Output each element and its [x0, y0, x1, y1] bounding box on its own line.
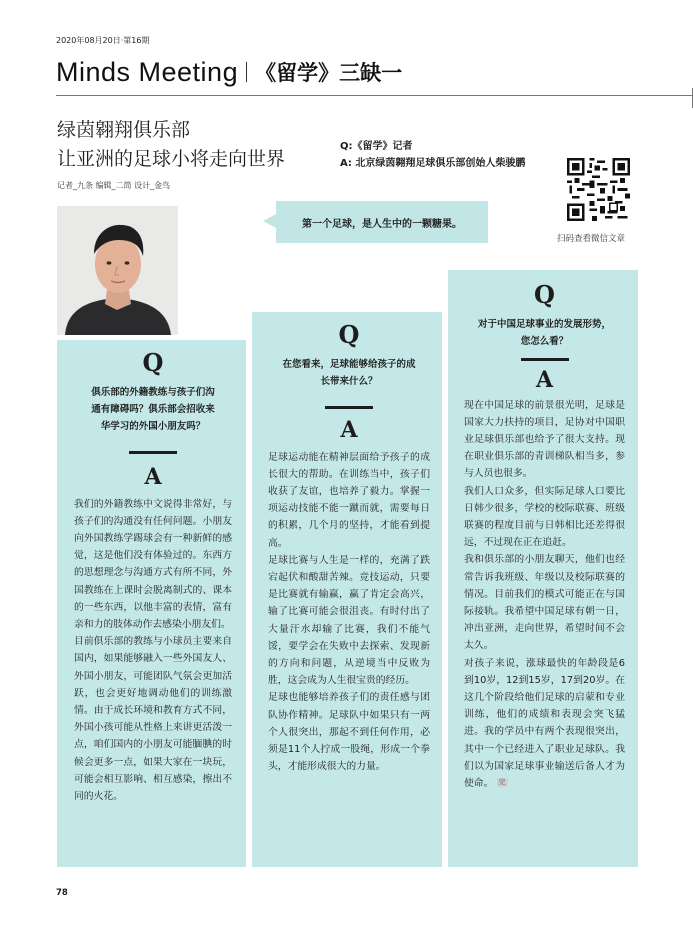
qa-divider — [325, 406, 373, 409]
page-number: 78 — [56, 888, 68, 898]
headline-line-2: 让亚洲的足球小将走向世界 — [57, 148, 286, 170]
answer-paragraph: 足球比赛与人生是一样的，充满了跌宕起伏和酸甜苦辣。竞技运动，只要是比赛就有输赢，赢了肯定会高兴，输了比赛可能会很沮丧。有时付出了大量汗水却输了比赛，我们不能气馁，要学会在失败中去探索、发现新的方向和问题，从逆境当中反败为胜，这会成为人生很宝贵的经历。 — [268, 554, 430, 687]
portrait-image — [57, 206, 178, 335]
qa-intro-interviewer: Q:《留学》记者 — [340, 141, 413, 152]
question-text: 在您看来，足球能够给孩子的成长带来什么？ — [282, 359, 416, 387]
question-mark-letter: Q — [338, 320, 360, 349]
qr-code-image[interactable] — [567, 158, 630, 221]
end-of-article-mark: 完 — [498, 778, 506, 787]
answer-mark-letter: A — [144, 463, 162, 490]
answer-paragraph: 目前俱乐部的教练与小球员主要来自国内，如果能够融入一些外国友人、外国小朋友，可能团队气氛会更加活跃，也会更好地调动他们的训练激情。由于成长环境和教育方式不同，外国小孩可能从性格上来讲更活泼一点，咱们国内的小朋友可能腼腆的时候会更多一点，如果大家在一块玩，可能会相互影响、相互感染，擦出不同的火花。 — [74, 636, 232, 802]
answer-paragraph-text: 对孩子来说，涨球最快的年龄段是6到10岁，12到15岁，17到20岁。在这几个阶段给他们足球的启蒙和专业训练，他们的成绩和表现会突飞猛进。我的学员中有两个表现很突出，其中一个已经进入了职业足球队。我们以为国家足球事业输送后备人才为使命。 — [464, 657, 625, 789]
question-text: 对于中国足球事业的发展形势，您怎么看？ — [478, 319, 612, 347]
answer-paragraph: 我和俱乐部的小朋友聊天，他们也经常告诉我班级、年级以及校际联赛的情况。目前我们的模式可能正在与国际接轨。我希望中国足球有朝一日，冲出亚洲，走向世界，希望时间不会太久。 — [464, 554, 625, 652]
qa-column-1 — [57, 340, 246, 867]
answer-paragraph: 足球也能够培养孩子们的责任感与团队协作精神。足球队中如果只有一两个人很突出，那起不到任何作用，必须是11个人拧成一股绳，形成一个拳头，才能形成很大的力量。 — [268, 692, 430, 773]
callout-pointer — [263, 214, 276, 228]
answer-mark-letter: A — [535, 366, 554, 393]
question-text: 俱乐部的外籍教练与孩子们沟通有障碍吗？俱乐部会招收来华学习的外国小朋友吗？ — [91, 387, 215, 432]
qr-caption: 扫码查看微信文章 — [557, 234, 626, 244]
answer-paragraph: 足球运动能在精神层面给予孩子的成长很大的帮助。在训练当中，孩子们收获了友谊，也培养了毅力。掌握一项运动技能不能一蹴而就，需要每日的积累，几个月的坚持，才能看到提高。 — [268, 451, 430, 549]
qa-column-2 — [252, 312, 442, 867]
header-rule — [56, 95, 693, 96]
question-mark-letter: Q — [534, 280, 555, 309]
qa-divider — [129, 451, 177, 454]
answer-mark-letter: A — [340, 416, 358, 443]
article-credits: 记者_九条 编辑_二筒 设计_金鸟 — [57, 181, 171, 190]
header-divider — [246, 62, 247, 82]
qa-divider — [521, 358, 569, 361]
issue-date-line: 2020年08月20日·第16期 — [56, 36, 150, 45]
answer-paragraph — [464, 655, 625, 793]
pull-quote: 第一个足球，是人生中的一颗糖果。 — [276, 201, 488, 243]
qa-intro-interviewee: A: 北京绿茵翱翔足球俱乐部创始人柴骏鹏 — [340, 158, 526, 169]
interviewee-portrait — [57, 206, 178, 335]
answer-paragraph: 现在中国足球的前景很光明，足球是国家大力扶持的项目，足协对中国职业足球俱乐部也给予了很大支持。现在职业俱乐部的青训梯队相当多，参与人员也很多。 — [464, 399, 625, 480]
column-title: 《留学》三缺一 — [255, 61, 403, 85]
column-header — [56, 54, 402, 90]
headline-line-1: 绿茵翱翔俱乐部 — [57, 119, 191, 141]
article-headline — [57, 116, 285, 174]
answer-paragraph: 我们人口众多，但实际足球人口要比日韩少很多，学校的校际联赛、班级联赛的程度目前与日韩相比还差得很远，不过现在正在追赶。 — [464, 485, 625, 549]
qa-intro — [340, 138, 525, 172]
answer-paragraph: 我们的外籍教练中文说得非常好，与孩子们的沟通没有任何问题。小朋友向外国教练学踢球会有一种新鲜的感觉，这是他们没有体验过的。东西方的思想理念与沟通方式有所不同，外国教练在上课时会脱离制式的、课本的一些东西，以他丰富的表情，富有亲和力的肢体动作去感染小朋友们。 — [74, 498, 232, 630]
brand-title: Minds Meeting — [56, 56, 239, 87]
qa-column-3 — [448, 270, 638, 867]
question-mark-letter: Q — [142, 348, 164, 377]
